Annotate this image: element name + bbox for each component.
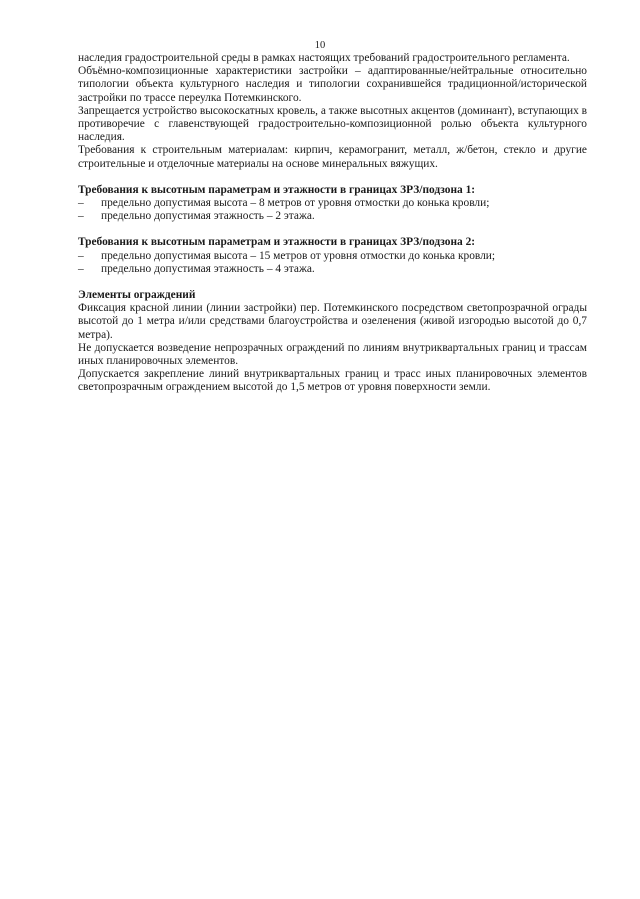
dash-marker: – (78, 249, 84, 262)
paragraph: Объёмно-композиционные характеристики застройки – адаптированные/нейтральные относительно типологии объекта культурного наследия и типологии сохранившейся традиционной/исторической застройки по трассе переулка Потемкинского. (78, 65, 587, 104)
list-item (78, 250, 587, 263)
list-item-text: предельно допустимая высота – 15 метров от уровня отмостки до конька кровли; (101, 249, 496, 262)
document-body (78, 52, 587, 395)
section-heading-fences: Элементы ограждений (78, 289, 196, 302)
paragraph: наследия градостроительной среды в рамках настоящих требований градостроительного регламента. (78, 52, 570, 64)
list-item-text: предельно допустимая этажность – 2 этажа. (101, 210, 315, 223)
list-item-text: предельно допустимая высота – 8 метров от уровня отмостки до конька кровли; (101, 197, 490, 210)
dash-marker: – (78, 262, 84, 275)
section-heading-subzone-2: Требования к высотным параметрам и этажности в границах ЗРЗ/подзона 2: (78, 236, 476, 249)
list-item (78, 210, 587, 223)
paragraph: Допускается закрепление линий внутриквартальных границ и трасс иных планировочных элементов светопрозрачным ограждением высотой до 1,5 метров от уровня поверхности земли. (78, 368, 587, 394)
paragraph: Не допускается возведение непрозрачных ограждений по линиям внутриквартальных границ и трассам иных планировочных элементов. (78, 341, 587, 368)
dash-marker: – (78, 210, 84, 223)
paragraph: Запрещается устройство высокоскатных кровель, а также высотных акцентов (доминант), вступающих в противоречие с главенствующей градостроительно-композиционной ролью объекта культурного наследия. (78, 104, 588, 144)
dash-marker: – (78, 197, 84, 210)
page-number: 10 (314, 40, 326, 51)
section-heading-subzone-1: Требования к высотным параметрам и этажности в границах ЗРЗ/подзона 1: (78, 183, 476, 196)
list-item-text: предельно допустимая этажность – 4 этажа. (101, 262, 315, 275)
paragraph: Требования к строительным материалам: кирпич, керамогранит, металл, ж/бетон, стекло и другие строительные и отделочные материалы на основе минеральных вяжущих. (78, 144, 587, 170)
paragraph: Фиксация красной линии (линии застройки) пер. Потемкинского посредством светопрозрачной ограды высотой до 1 метра и/или средствами благоустройства и озеленения (живой изгородью высотой до 0,7 метра). (78, 302, 587, 341)
list-item (78, 263, 587, 276)
list-item (78, 197, 587, 210)
